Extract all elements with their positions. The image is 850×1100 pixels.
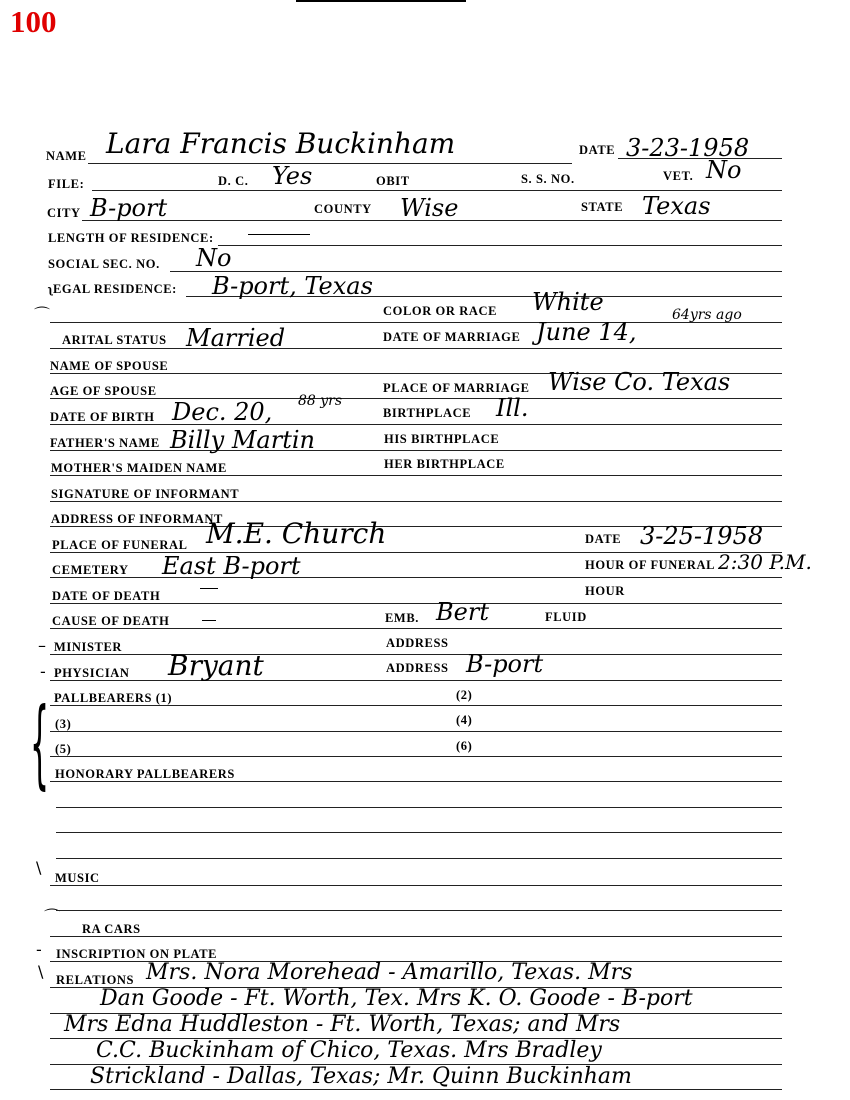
label-state: STATE	[581, 200, 624, 214]
entry-birthplace: Ill.	[496, 394, 529, 422]
entry-color-race: White	[532, 288, 604, 316]
margin-mark: -	[36, 940, 42, 959]
label-signature-informant: SIGNATURE OF INFORMANT	[51, 487, 240, 501]
label-hour-funeral: HOUR OF FUNERAL	[585, 558, 716, 572]
label-pallbearers: PALLBEARERS (1)	[54, 691, 173, 705]
label-age-spouse: AGE OF SPOUSE	[50, 384, 157, 398]
entry-physician: Bryant	[168, 649, 264, 682]
label-hour: HOUR	[585, 584, 625, 598]
label-pb3: (3)	[55, 717, 72, 731]
label-music: MUSIC	[55, 871, 100, 885]
label-color-race: COLOR OR RACE	[383, 304, 498, 318]
margin-mark: -	[40, 662, 46, 681]
label-cars: RA CARS	[82, 922, 141, 936]
entry-county: Wise	[400, 194, 459, 222]
entry-fathers-name: Billy Martin	[170, 426, 315, 454]
label-address-physician: ADDRESS	[386, 661, 449, 675]
entry-city: B-port	[90, 194, 168, 222]
label-legal-residence: ʅEGAL RESIDENCE:	[48, 282, 177, 296]
label-pb2: (2)	[456, 688, 473, 702]
entry-age-note: 64yrs ago	[672, 307, 742, 323]
label-address-informant: ADDRESS OF INFORMANT	[51, 512, 223, 526]
entry-social-sec: No	[196, 244, 232, 272]
entry-physician-address: B-port	[466, 650, 544, 678]
label-name-spouse: NAME OF SPOUSE	[50, 359, 169, 373]
label-obit: OBIT	[376, 174, 410, 188]
label-pb6: (6)	[456, 739, 473, 753]
label-inscription: INSCRIPTION ON PLATE	[56, 947, 218, 961]
margin-mark: ⌒	[44, 907, 61, 926]
entry-cause-dash	[202, 620, 216, 621]
label-address-minister: ADDRESS	[386, 636, 449, 650]
label-vet: VET.	[663, 169, 694, 183]
label-ssno: S. S. NO.	[521, 172, 575, 186]
entry-name: Lara Francis Buckinham	[106, 127, 456, 160]
entry-state: Texas	[642, 192, 711, 220]
label-physician: PHYSICIAN	[54, 666, 130, 680]
label-emb: EMB.	[385, 611, 419, 625]
label-minister: MINISTER	[54, 640, 123, 654]
top-edge-line	[296, 0, 466, 2]
label-honorary: HONORARY PALLBEARERS	[55, 767, 235, 781]
entry-length-dash	[248, 234, 310, 235]
label-cause-death: CAUSE OF DEATH	[52, 614, 170, 628]
label-name: NAME	[46, 149, 87, 163]
entry-vet: No	[706, 156, 742, 184]
relations-line-3: Mrs Edna Huddleston - Ft. Worth, Texas; and Mrs	[64, 1012, 621, 1037]
entry-place-marriage: Wise Co. Texas	[548, 368, 731, 396]
entry-date: 3-23-1958	[626, 134, 750, 162]
entry-date-birth: Dec. 20,	[172, 398, 273, 426]
page-number: 100	[10, 4, 57, 39]
relations-line-4: C.C. Buckinham of Chico, Texas. Mrs Bradley	[96, 1038, 602, 1063]
margin-mark: ⌒	[34, 305, 51, 324]
pallbearer-brace: {	[30, 690, 50, 802]
label-marital-status: ARITAL STATUS	[62, 333, 167, 347]
relations-line-5: Strickland - Dallas, Texas; Mr. Quinn Buckinham	[90, 1064, 632, 1089]
label-place-funeral: PLACE OF FUNERAL	[52, 538, 188, 552]
label-file: FILE:	[48, 177, 85, 191]
entry-place-funeral: M.E. Church	[206, 517, 387, 550]
label-date-marriage: DATE OF MARRIAGE	[383, 330, 521, 344]
label-fluid: FLUID	[545, 610, 587, 624]
entry-funeral-date: 3-25-1958	[640, 522, 764, 550]
entry-legal-residence: B-port, Texas	[212, 272, 373, 300]
label-cemetery: CEMETERY	[52, 563, 129, 577]
label-place-marriage: PLACE OF MARRIAGE	[383, 381, 530, 395]
entry-date-death-dash	[200, 588, 218, 589]
entry-age: 88 yrs	[298, 393, 343, 409]
relations-line-2: Dan Goode - Ft. Worth, Tex. Mrs K. O. Goode - B-port	[100, 986, 693, 1011]
entry-marital-status: Married	[186, 324, 286, 352]
margin-mark: \	[38, 962, 44, 981]
entry-hour-funeral: 2:30 P.M.	[718, 550, 812, 574]
entry-emb: Bert	[436, 598, 489, 626]
relations-line-1: Mrs. Nora Morehead - Amarillo, Texas. Mrs	[146, 960, 633, 985]
entry-dc: Yes	[272, 162, 313, 190]
label-his-birthplace: HIS BIRTHPLACE	[384, 432, 500, 446]
label-dc: D. C.	[218, 174, 249, 188]
label-date: DATE	[579, 143, 616, 157]
label-her-birthplace: HER BIRTHPLACE	[384, 457, 505, 471]
label-city: CITY	[47, 206, 81, 220]
label-birthplace: BIRTHPLACE	[383, 406, 472, 420]
label-mothers-maiden: MOTHER'S MAIDEN NAME	[51, 461, 227, 475]
label-length-residence: LENGTH OF RESIDENCE:	[48, 231, 214, 245]
label-date-death: DATE OF DEATH	[52, 589, 161, 603]
label-relations: RELATIONS	[56, 973, 135, 987]
label-pb4: (4)	[456, 713, 473, 727]
label-date-birth: DATE OF BIRTH	[50, 410, 155, 424]
label-county: COUNTY	[314, 202, 372, 216]
entry-cemetery: East B-port	[162, 552, 301, 580]
margin-mark: –	[38, 636, 46, 655]
label-social-sec: SOCIAL SEC. NO.	[48, 257, 160, 271]
margin-mark: \	[36, 858, 42, 877]
label-pb5: (5)	[55, 742, 72, 756]
entry-date-marriage: June 14,	[536, 318, 637, 346]
label-fathers-name: FATHER'S NAME	[50, 436, 160, 450]
label-funeral-date: DATE	[585, 532, 622, 546]
